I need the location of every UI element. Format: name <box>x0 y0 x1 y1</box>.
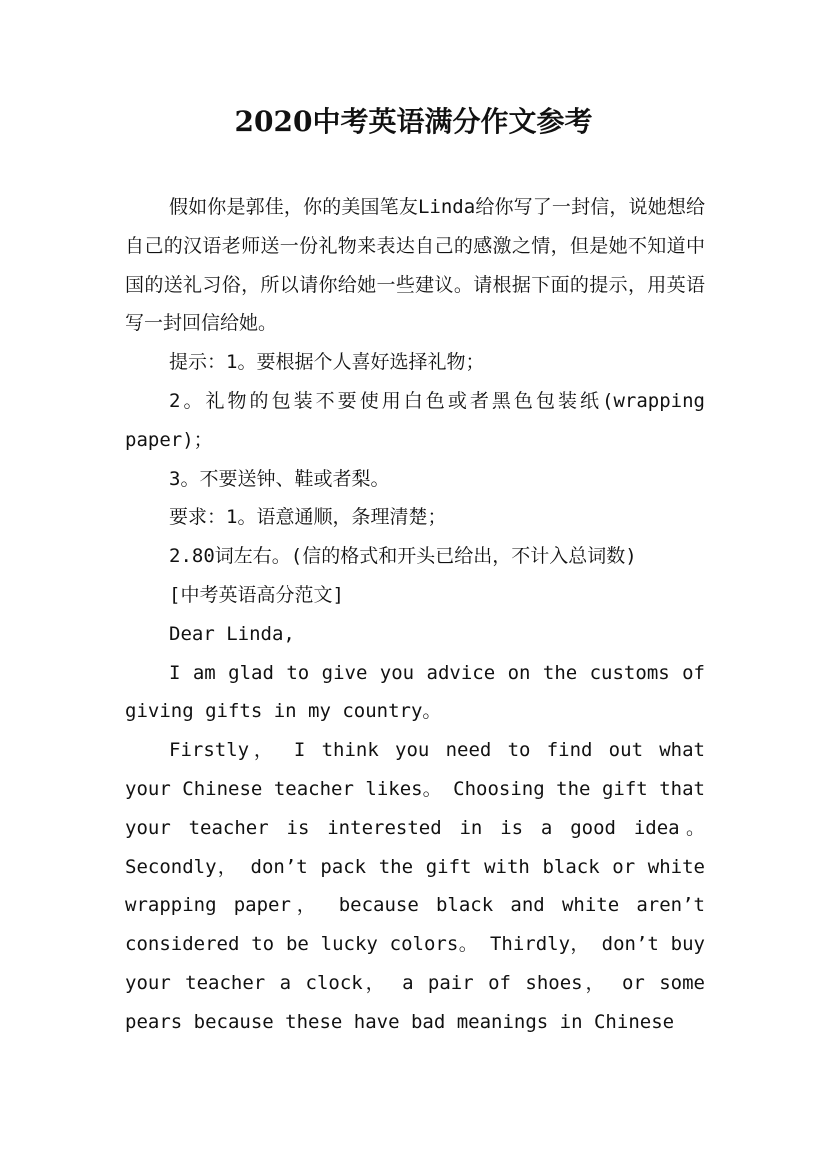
document-body <box>125 188 705 1042</box>
letter-paragraph-1: I am glad to give you advice on the customs of giving gifts in my country。 <box>125 661 705 723</box>
hint-line-3: 3。不要送钟、鞋或者梨。 <box>169 467 390 490</box>
requirement-line-1: 要求：1。语意通顺，条理清楚； <box>169 506 447 529</box>
letter-paragraph-2: Firstly， I think you need to find out what your Chinese teacher likes。 Choosing the gift that your teacher is interested in is a good idea。 Secondly， don’t pack the gift with black or white wrapping paper， because black and white aren’t considered to be lucky colors。 Thirdly， don’t buy your teacher a clock， a pair of shoes， or some pears because these have bad meanings in Chinese <box>125 739 705 1033</box>
sample-heading: [中考英语高分范文] <box>169 583 344 606</box>
hint-line-2: 2。礼物的包装不要使用白色或者黑色包装纸(wrapping paper)； <box>125 389 705 451</box>
prompt-paragraph: 假如你是郭佳，你的美国笔友Linda给你写了一封信，说她想给自己的汉语老师送一份礼物来表达自己的感激之情，但是她不知道中国的送礼习俗，所以请你给她一些建议。请根据下面的提示，用英语写一封回信给她。 <box>125 196 705 335</box>
document-title: 2020中考英语满分作文参考 <box>234 105 593 138</box>
hint-line-1: 提示：1。要根据个人喜好选择礼物； <box>169 351 485 374</box>
requirement-line-2: 2.80词左右。(信的格式和开头已给出，不计入总词数) <box>169 545 637 568</box>
letter-salutation: Dear Linda, <box>169 622 295 645</box>
